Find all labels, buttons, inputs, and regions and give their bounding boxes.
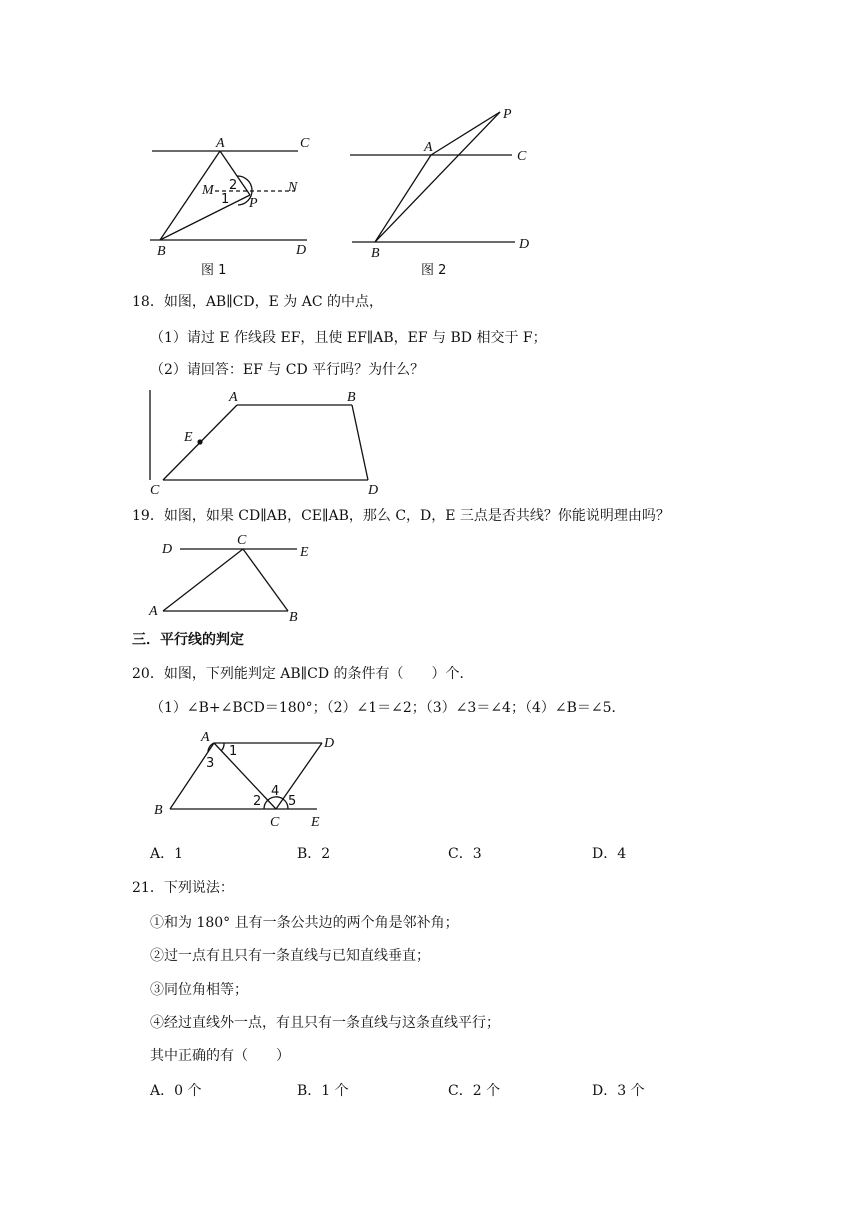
fig18-label-A: A <box>229 390 238 405</box>
q19-stem: 19．如图，如果 CD∥AB，CE∥AB，那么 C，D，E 三点是否共线？你能说明理由吗？ <box>132 508 670 524</box>
q21-option-a: A．0 个 <box>150 1083 202 1099</box>
q21-option-d: D．3 个 <box>592 1083 645 1099</box>
fig2-label-A: A <box>424 140 433 155</box>
fig20-label-5: 5 <box>288 794 297 809</box>
fig1-label-C: C <box>300 136 310 151</box>
fig1-label-M: M <box>202 183 214 198</box>
fig1-label-D: D <box>296 243 307 258</box>
section-title: 三．平行线的判定 <box>132 632 244 648</box>
fig1-label-2: 2 <box>229 178 238 193</box>
q21-item-2: ②过一点有且只有一条直线与已知直线垂直； <box>150 948 430 964</box>
fig18-label-B: B <box>347 390 356 405</box>
fig1-label-N: N <box>288 180 298 195</box>
fig20-label-1: 1 <box>229 744 238 759</box>
figure-19 <box>0 525 860 625</box>
fig2-label-P: P <box>503 107 512 122</box>
q18-part2: （2）请回答：EF 与 CD 平行吗？为什么？ <box>150 362 425 378</box>
fig19-label-D: D <box>162 542 173 557</box>
q20-option-c: C．3 <box>448 846 482 862</box>
fig2-caption: 图 2 <box>421 263 447 278</box>
fig2-segment-AB <box>375 155 431 242</box>
q20-option-d: D．4 <box>592 846 627 862</box>
fig2-label-C: C <box>517 149 527 164</box>
fig20-label-D: D <box>324 736 335 751</box>
segment-AC <box>214 743 276 809</box>
q18-stem: 18．如图，AB∥CD，E 为 AC 的中点， <box>132 294 384 310</box>
fig1-label-1: 1 <box>221 192 230 207</box>
segment-CA <box>163 549 243 611</box>
segment-CB <box>243 549 288 611</box>
q20-option-a: A．1 <box>150 846 184 862</box>
fig2-label-B: B <box>371 246 380 261</box>
fig18-label-C: C <box>150 483 160 498</box>
q21-ask: 其中正确的有（ ） <box>150 1048 290 1064</box>
q21-option-c: C．2 个 <box>448 1083 501 1099</box>
q20-option-b: B．2 <box>297 846 331 862</box>
fig1-label-P: P <box>249 196 258 211</box>
q21-item-3: ③同位角相等； <box>150 982 248 998</box>
figure-1 <box>0 0 860 300</box>
fig1-label-A: A <box>216 136 225 151</box>
angle-arc-2 <box>264 800 268 809</box>
segment-AB <box>170 743 214 809</box>
fig19-label-A: A <box>149 604 158 619</box>
fig20-label-A: A <box>201 730 210 745</box>
segment-BP <box>160 195 250 240</box>
fig20-label-3: 3 <box>206 756 215 771</box>
fig2-label-D: D <box>519 237 530 252</box>
fig1-caption: 图 1 <box>201 263 227 278</box>
fig2-segment-BP <box>375 112 500 242</box>
point-E <box>197 439 202 444</box>
segment-BD <box>352 405 368 480</box>
figure-20 <box>0 725 860 835</box>
q21-option-b: B．1 个 <box>297 1083 349 1099</box>
fig19-label-E: E <box>300 545 309 560</box>
fig19-label-B: B <box>289 610 298 625</box>
fig20-label-E: E <box>311 815 320 830</box>
fig20-label-C: C <box>270 815 280 830</box>
q21-item-4: ④经过直线外一点，有且只有一条直线与这条直线平行； <box>150 1015 500 1031</box>
fig20-label-B: B <box>154 803 163 818</box>
fig18-label-D: D <box>368 483 379 498</box>
angle-arc-1 <box>221 743 224 751</box>
q21-item-1: ①和为 180° 且有一条公共边的两个角是邻补角； <box>150 915 459 931</box>
fig20-label-4: 4 <box>271 784 280 799</box>
fig18-label-E: E <box>184 430 193 445</box>
fig1-label-B: B <box>157 244 166 259</box>
fig20-label-2: 2 <box>253 794 262 809</box>
q20-conditions: （1）∠B+∠BCD＝180°；（2）∠1＝∠2；（3）∠3＝∠4；（4）∠B＝∠5． <box>150 700 626 716</box>
q20-stem: 20．如图，下列能判定 AB∥CD 的条件有（ ）个． <box>132 666 474 682</box>
q18-part1: （1）请过 E 作线段 EF，且使 EF∥AB，EF 与 BD 相交于 F； <box>150 330 547 346</box>
q21-stem: 21．下列说法： <box>132 880 234 896</box>
fig19-label-C: C <box>237 533 247 548</box>
figure-18 <box>0 380 860 500</box>
